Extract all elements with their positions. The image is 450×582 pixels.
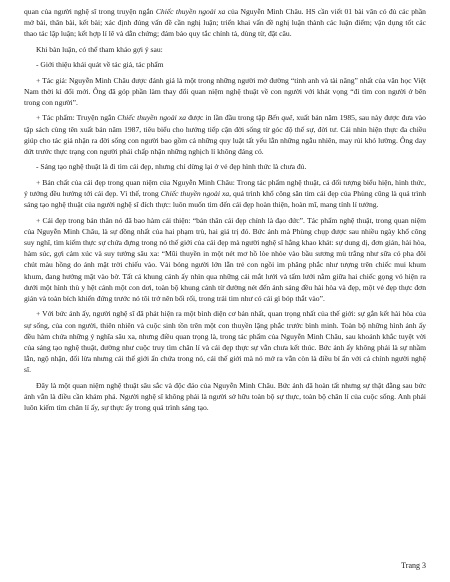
- work-title: Chiếc thuyền ngoài xa: [155, 7, 226, 16]
- text-run: quan của người nghệ sĩ trong truyện ngắn: [24, 7, 156, 16]
- collection-title: Bến quê: [267, 113, 293, 123]
- text-run: + Bản chất của cái đẹp trong quan niệm của Nguyễn Minh Châu: Trong tác phẩm nghệ thuật, cả đối tượng biểu hiện, hình thức, ý tưởng đều hướng tới cái đẹp. Vì thế, trong: [24, 177, 426, 198]
- author-paragraph: + Tác giả: Nguyễn Minh Châu được đánh giá là một trong những người mở đường “tinh anh và tài năng” nhất của văn học Việt Nam thời kì đổi mới. Ông đã góp phần làm thay đổi quan niệm nghệ thuật về con người với khát vọng “đi tìm con người ở bên trong con người”.: [24, 75, 426, 107]
- intro-paragraph: [24, 6, 426, 40]
- work-title: Chiếc thuyền ngoài xa: [160, 188, 230, 198]
- artist-paragraph: + Với bức ảnh ấy, người nghệ sĩ đã phát hiện ra một bình diện cơ bản nhất, quan trọng nhất của thế giới: sự gắn kết hài hòa của sự sống, của con người, thiên nhiên và cuộc sinh tồn trên một con thuyền lặng phắc trước bình minh. Toàn bộ những hình ảnh ấy đều hàm chứa những ý nghĩa sâu xa, nhưng điều quan trọng là, trong tác phẩm của Nguyễn Minh Châu, sau khoảnh khắc tuyệt vời của sáng tạo nghệ thuật, đường như cuộc truy tìm chân lí và cái đẹp thực sự vẫn chưa kết thúc. Bức ảnh ấy không phải là sự nhầm lẫn, ngộ nhận, đối lừa nhưng cái thế giới ẩn chứa trong nó, cái thế giới mà nó mở ra vẫn còn là điều bí ẩn với cả chính người nghệ sĩ.: [24, 309, 426, 375]
- text-run: , quá trình khổ công săn tìm cái đẹp của Phùng cũng là quá trình sáng tạo nghệ thuật của người nghệ sĩ đích thực: luôn muốn tìm đến cái đẹp hoàn thiện, hoàn mĩ, mang tính lí tưởng.: [24, 188, 426, 210]
- conclusion-paragraph: Đây là một quan niệm nghệ thuật sâu sắc và độc đáo của Nguyễn Minh Châu. Bức ảnh đã hoàn tất nhưng sự thật đằng sau bức ảnh vẫn là điều cần khám phá. Người nghệ sĩ không phải là người sở hữu toàn bộ sự thực, toàn bộ chân lí của cuộc sống. Anh phải luôn kiếm tìm chân lí ấy, sự thực ấy trong quá trình sáng tạo.: [24, 380, 426, 413]
- page-number: Trang 3: [401, 561, 426, 570]
- guide-paragraph: Khi bàn luận, có thể tham khảo gợi ý sau:: [36, 44, 163, 54]
- beauty-paragraph: [24, 177, 426, 211]
- text-run: , xuất bản năm 1985, sau này được đưa vào tập sách cùng tên xuất bản năm 1987, tiêu biểu cho hướng tiếp cận đời sống từ góc độ thế sự, đời tư. Cái nhìn hiện thực đa chiều giúp cho tác giả nhận ra đời sống con người bao gồm cả những quy luật tất yếu lẫn những ngẫu nhiên, may rủi khó lường. Ông day dứt trước thực trạng con người phải chấp nhận những nghịch lí không đáng có.: [24, 113, 426, 156]
- text-run: được in lần đầu trong tập: [186, 113, 268, 123]
- scene-paragraph: + Cái đẹp trong bản thân nó đã bao hàm cái thiện: “bản thân cái đẹp chính là đạo đức”. Tác phẩm nghệ thuật, trong quan niệm của Nguyễn Minh Châu, là sự đồng nhất của hai phạm trù, hai giá trị đó. Bức ảnh mà Phùng chụp được sau nhiều ngày khổ công suy nghĩ, tìm kiếm thực sự chứa đựng trong nó thế giới của cái đẹp mà người nghệ sĩ hằng khao khát: sự dung dị, đơn giản, hài hòa, hàm súc, gợi cảm xúc và suy tưởng sâu xa: “Mũi thuyền in một nét mơ hồ lòe nhòe vào bầu sương mù trắng như sữa có pha đôi chút màu hồng do ánh mặt trời chiếu vào. Vài bóng người lớn lẫn trẻ con ngồi im phăng phắc như tượng trên chiếc mui khum khum, đang hướng mặt vào bờ. Tất cả khung cảnh ấy nhìn qua những cái mắt lưới và tấm lưới nằm giữa hai chiếc gọng vó hiện ra dưới một hình thù y hệt cánh một con dơi, toàn bộ khung cảnh từ đường nét đến ánh sáng đều hài hòa và đẹp, một vẻ đẹp thực đơn giản và toàn bích khiến đứng trước nó tôi trở nên bối rối, trong trái tim như có cái gì bóp thắt vào”.: [24, 215, 426, 303]
- text-run: của Nguyễn Minh Châu. HS cần viết 01 bài văn có đủ các phần mở bài, thân bài, kết bài; xác định đúng vấn đề cần nghị luận; triển khai vấn đề nghị luận thành các luận điểm; vận dụng tốt các thao tác lập luận; kết hợp lí lẽ và dẫn chứng; đảm bảo quy tắc chính tả, dùng từ, đặt câu.: [24, 7, 426, 39]
- work-paragraph: [24, 112, 426, 157]
- work-title: Chiếc thuyền ngoài xa: [117, 113, 187, 123]
- point-beauty-creation: - Sáng tạo nghệ thuật là đi tìm cái đẹp, nhưng chỉ dừng lại ở vẻ đẹp hình thức là chưa đủ.: [36, 162, 307, 172]
- text-run: + Tác phẩm: Truyện ngắn: [36, 113, 118, 123]
- point-intro-author-work: - Giới thiệu khái quát về tác giả, tác phẩm: [36, 60, 164, 70]
